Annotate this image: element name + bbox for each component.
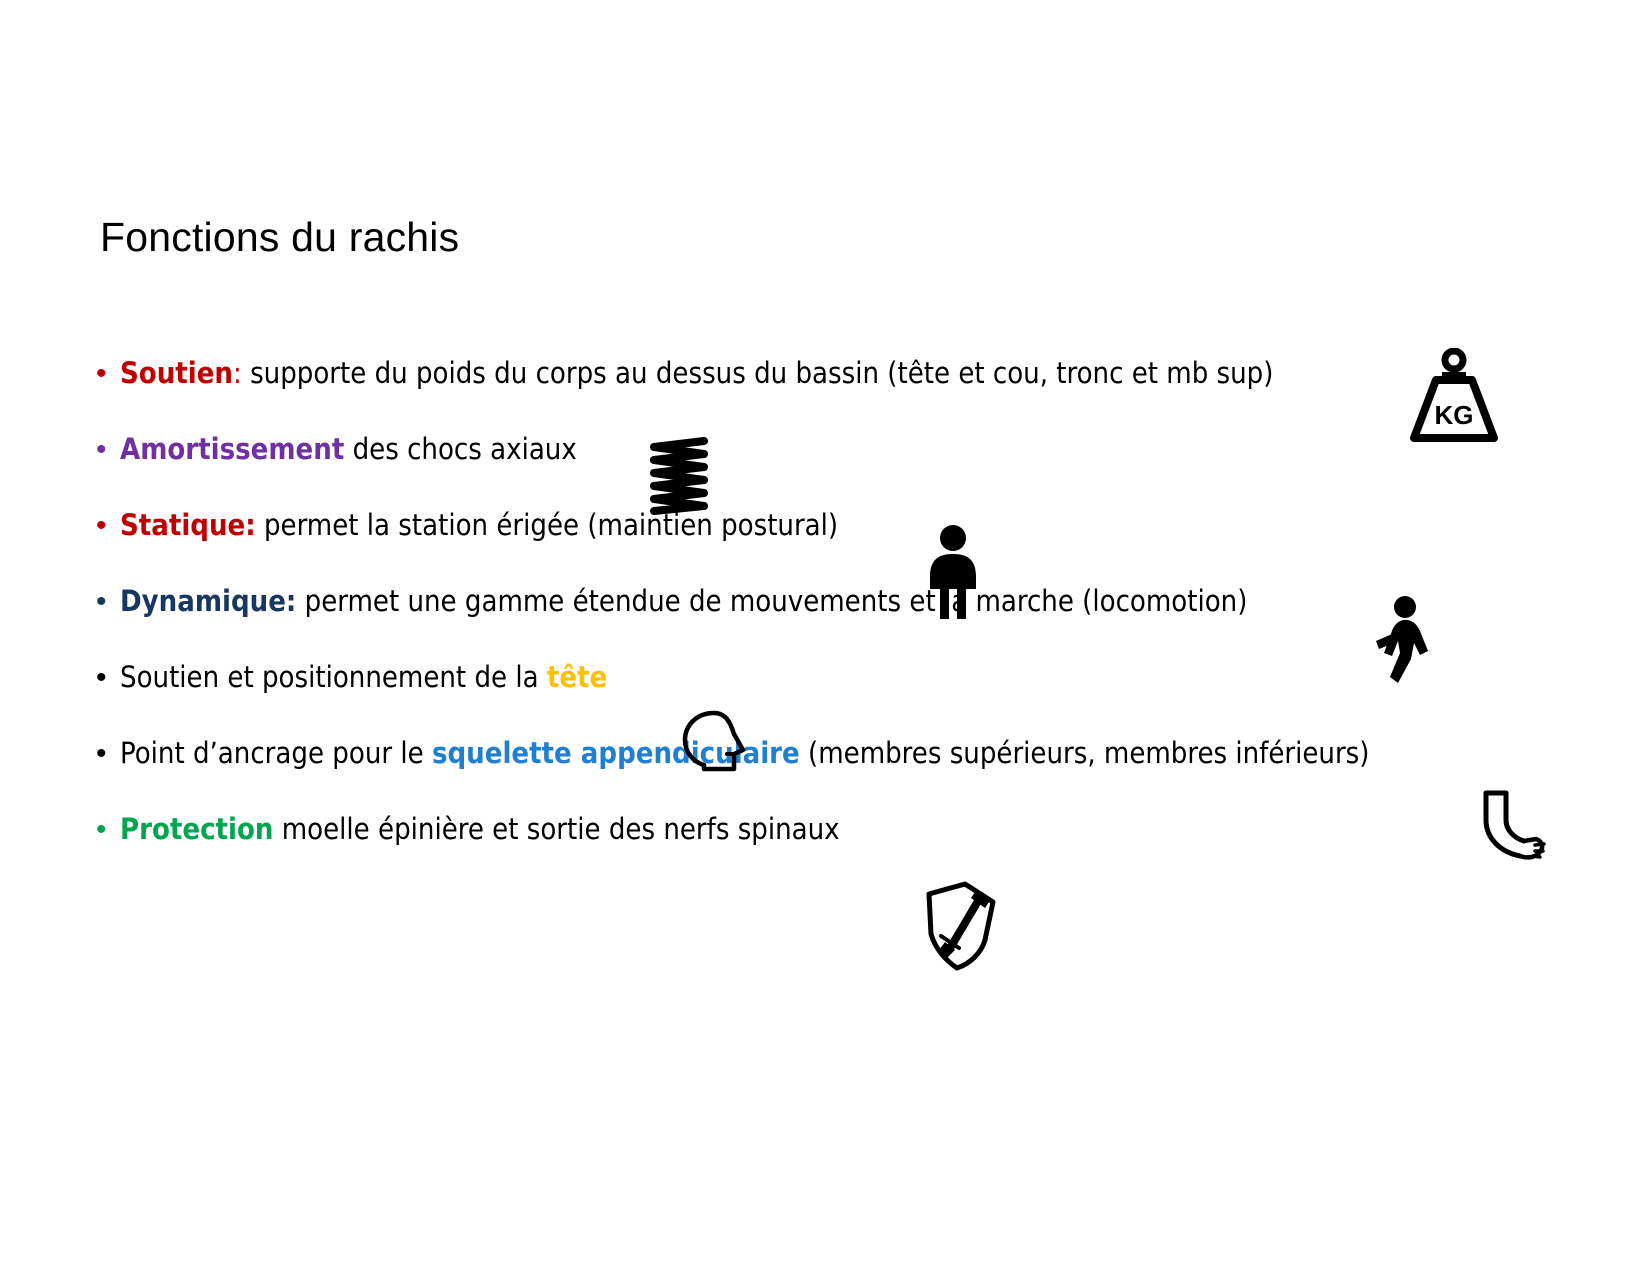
bullet-keyword: tête <box>546 660 608 694</box>
bullet-separator: : <box>232 356 242 390</box>
bullet-point-icon: • <box>96 433 107 466</box>
bullet-text <box>120 434 577 466</box>
bullet-prefix: Point d’ancrage pour le <box>120 736 432 770</box>
bullet-keyword: Amortissement <box>120 432 345 466</box>
kg-weight-icon <box>1400 348 1508 444</box>
bullet-point-icon: • <box>96 737 107 770</box>
bullet-rest: moelle épinière et sortie des nerfs spinaux <box>273 812 840 846</box>
bullet-text <box>120 586 1247 618</box>
walking-person-icon <box>1370 595 1432 691</box>
bullet-keyword: Soutien <box>120 356 233 390</box>
shield-sword-icon <box>915 880 1003 972</box>
head-profile-icon <box>680 710 752 772</box>
list-item <box>96 358 1516 434</box>
list-item <box>96 662 1516 738</box>
svg-text:KG: KG <box>1434 400 1474 430</box>
bullet-list <box>96 358 1516 890</box>
flexed-arm-icon <box>1478 790 1554 866</box>
list-item <box>96 510 1516 586</box>
bullet-rest: (membres supérieurs, membres inférieurs) <box>799 736 1370 770</box>
bullet-keyword: Protection <box>120 812 274 846</box>
bullet-rest: des chocs axiaux <box>344 432 577 466</box>
bullet-prefix: Soutien et positionnement de la <box>120 660 547 694</box>
page-title: Fonctions du rachis <box>100 214 460 260</box>
bullet-keyword: Dynamique: <box>120 584 297 618</box>
bullet-text <box>120 510 838 542</box>
list-item <box>96 434 1516 510</box>
bullet-text <box>120 814 840 846</box>
bullet-keyword: Statique: <box>120 508 256 542</box>
bullet-point-icon: • <box>96 813 107 846</box>
bullet-text <box>120 358 1273 390</box>
standing-person-icon <box>920 525 986 621</box>
list-item <box>96 586 1516 662</box>
list-item <box>96 738 1516 814</box>
bullet-point-icon: • <box>96 585 107 618</box>
bullet-rest: permet une gamme étendue de mouvements et la marche (locomotion) <box>296 584 1248 618</box>
bullet-text <box>120 662 607 694</box>
bullet-point-icon: • <box>96 661 107 694</box>
coil-spring-icon <box>648 437 710 515</box>
bullet-rest: supporte du poids du corps au dessus du bassin (tête et cou, tronc et mb sup) <box>241 356 1274 390</box>
bullet-rest: permet la station érigée (maintien postural) <box>255 508 839 542</box>
bullet-keyword: squelette appendiculaire <box>431 736 800 770</box>
bullet-point-icon: • <box>96 509 107 542</box>
list-item <box>96 814 1516 890</box>
bullet-point-icon: • <box>96 357 107 390</box>
